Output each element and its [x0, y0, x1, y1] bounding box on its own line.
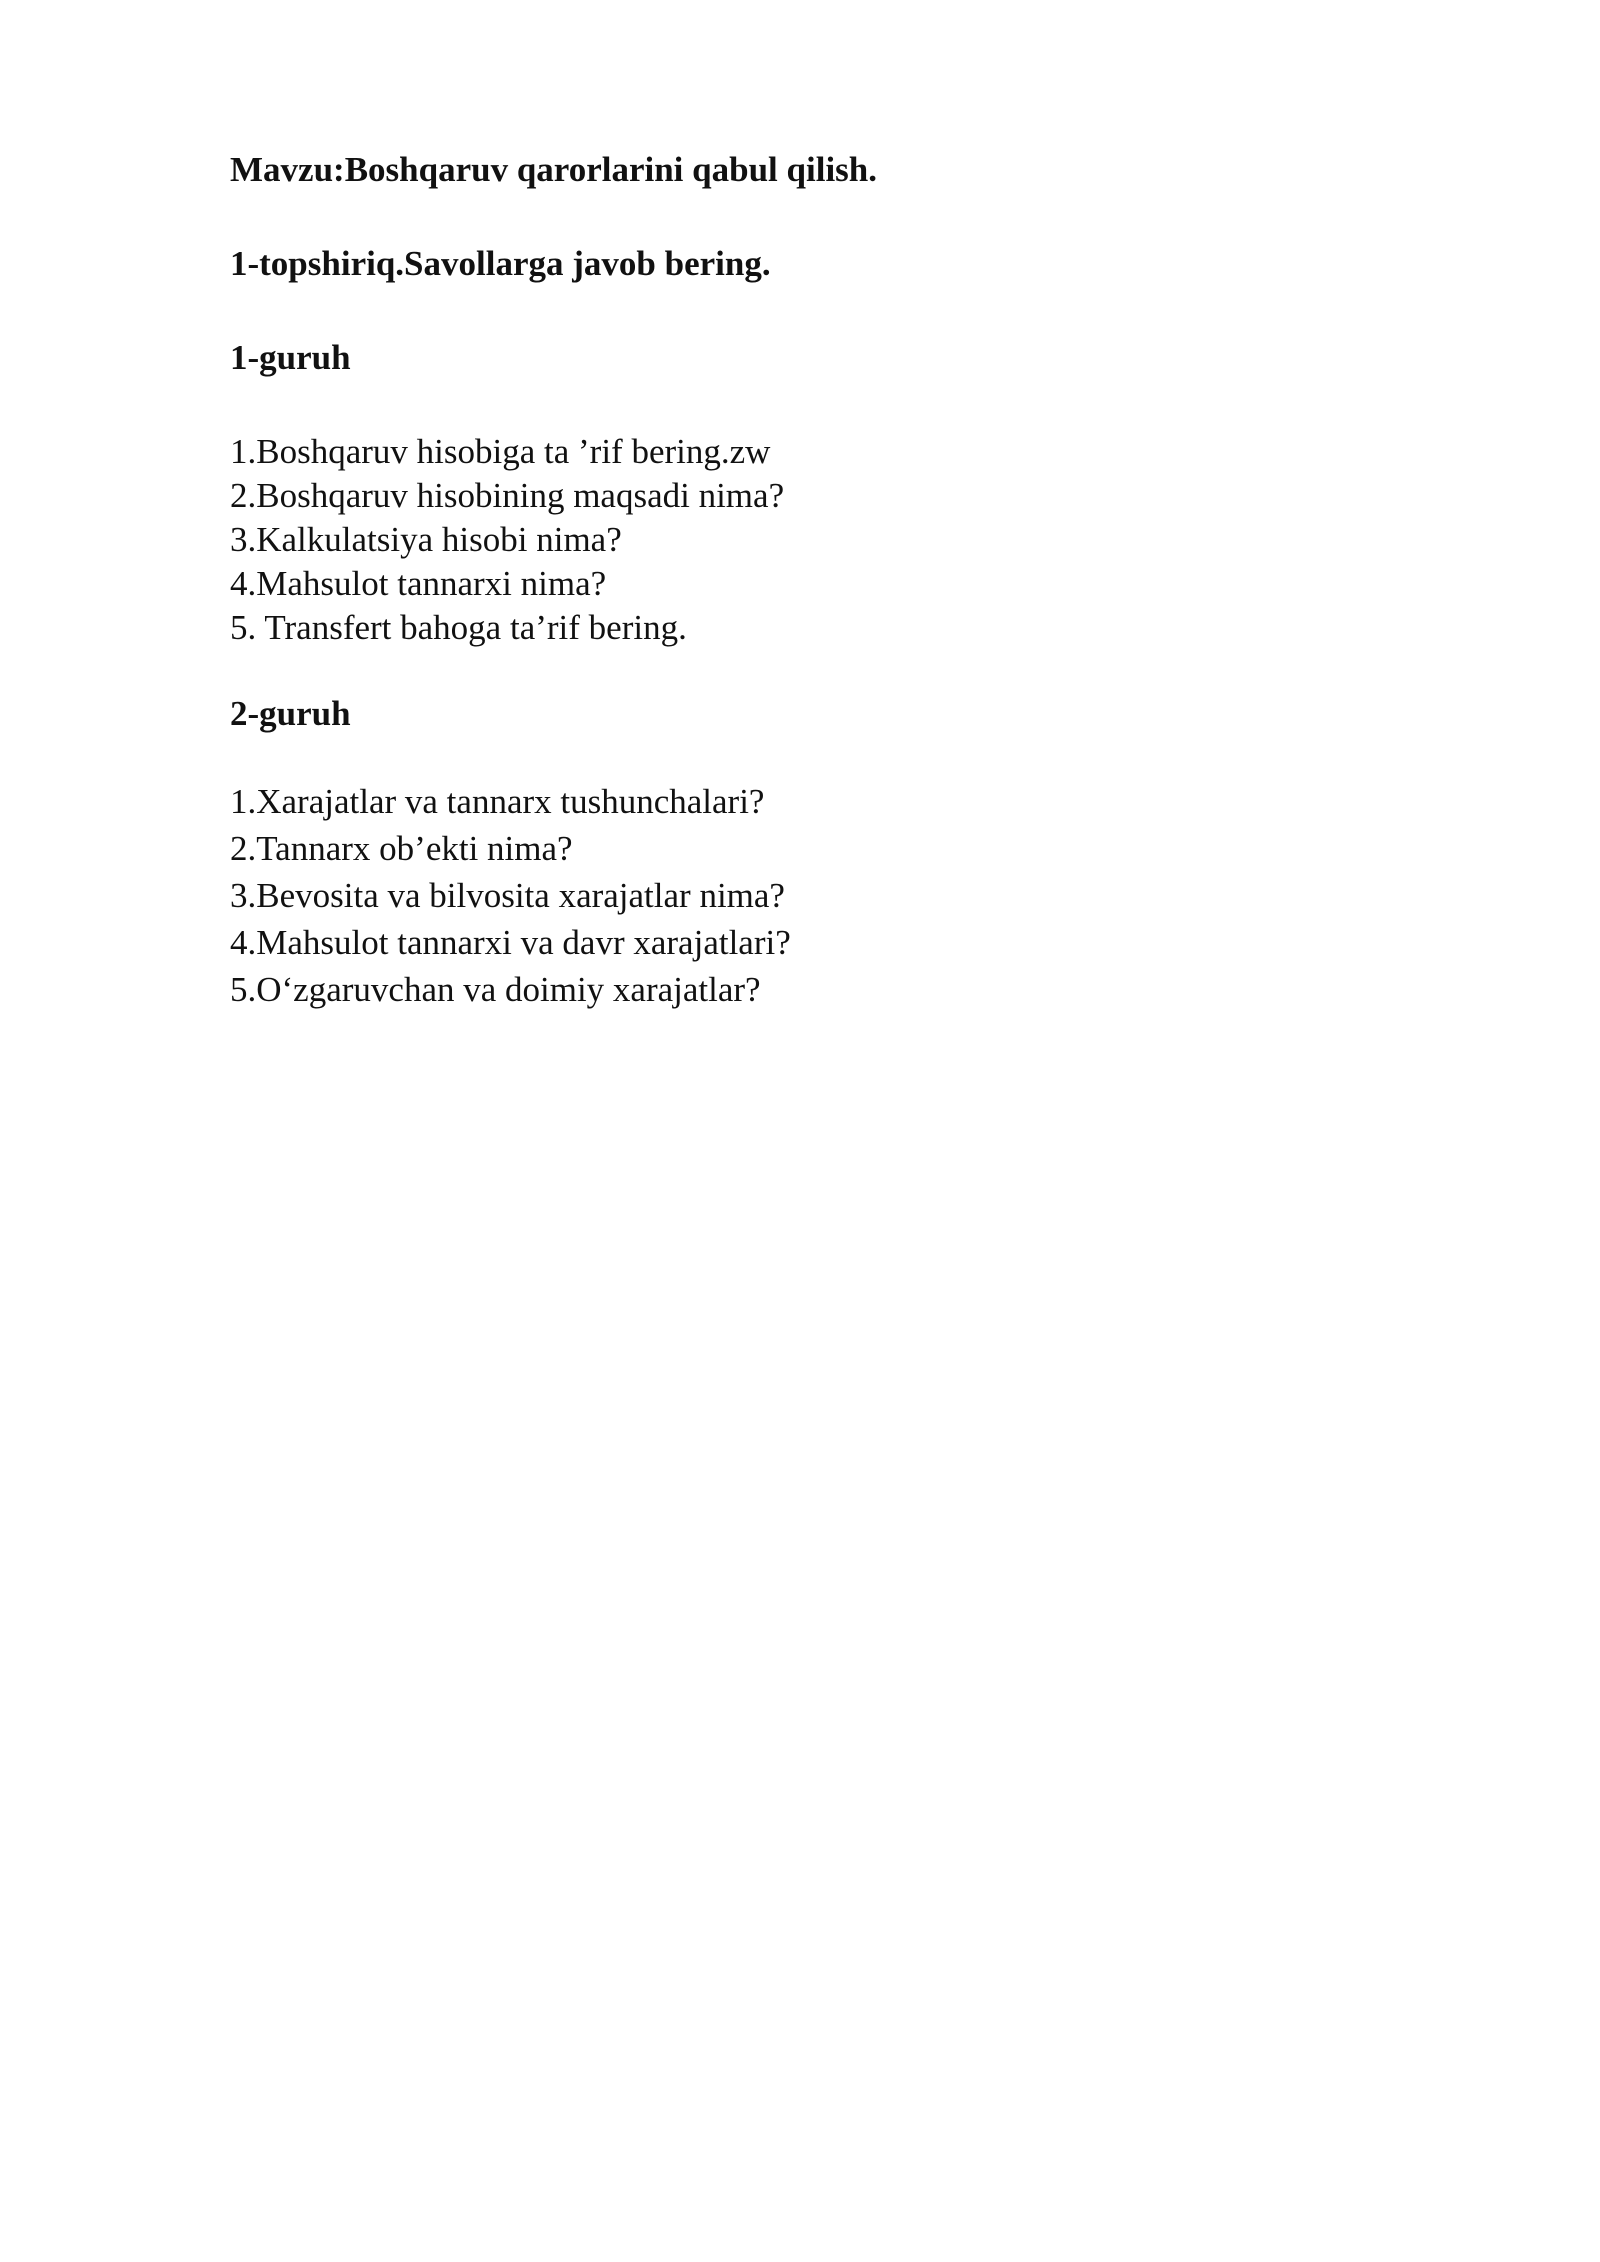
question-item: 2.Boshqaruv hisobining maqsadi nima?: [230, 476, 785, 515]
question-item: 5. Transfert bahoga ta’rif bering.: [230, 608, 687, 647]
question-item: 3.Kalkulatsiya hisobi nima?: [230, 520, 622, 559]
question-item: 1.Xarajatlar va tannarx tushunchalari?: [230, 782, 765, 821]
group-1-heading: 1-guruh: [230, 338, 351, 377]
topic-title: Mavzu:Boshqaruv qarorlarini qabul qilish.: [230, 150, 878, 189]
group-1-questions: [230, 430, 1380, 650]
question-item: 3.Bevosita va bilvosita xarajatlar nima?: [230, 876, 785, 915]
question-item: 4.Mahsulot tannarxi nima?: [230, 564, 607, 603]
question-item: 1.Boshqaruv hisobiga ta ’rif bering.zw: [230, 432, 771, 471]
group-2-questions: [230, 778, 1380, 1013]
question-item: 2.Tannarx ob’ekti nima?: [230, 829, 573, 868]
document-body: [230, 148, 1380, 1013]
question-item: 5.O‘zgaruvchan va doimiy xarajatlar?: [230, 970, 761, 1009]
question-item: 4.Mahsulot tannarxi va davr xarajatlari?: [230, 923, 791, 962]
task-heading: 1-topshiriq.Savollarga javob bering.: [230, 244, 771, 283]
group-2-heading: 2-guruh: [230, 694, 351, 733]
